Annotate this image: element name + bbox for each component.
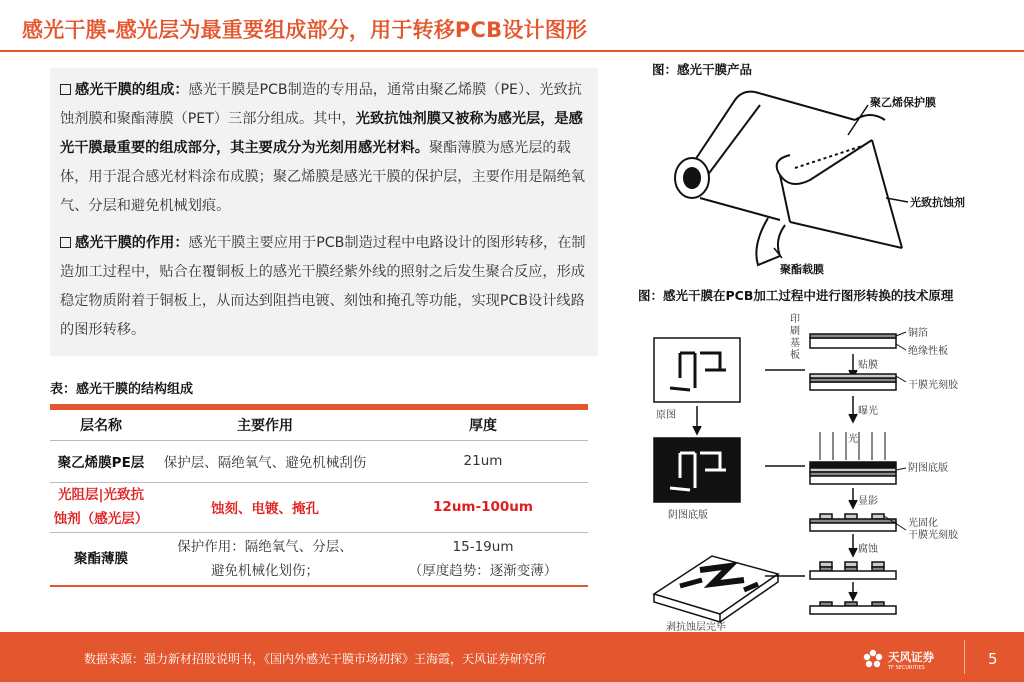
label-etch: 腐蚀	[858, 544, 878, 555]
structure-table	[50, 410, 588, 587]
paragraph-function	[60, 229, 588, 345]
cell-layer-name: 聚乙烯膜PE层	[50, 440, 152, 482]
pattern-transfer-diagram	[640, 308, 1020, 632]
header-layer: 层名称	[50, 410, 152, 440]
cell-role-line1: 保护作用：隔绝氧气、分层、	[177, 538, 353, 555]
label-copper: 铜箔	[908, 328, 928, 339]
table-row	[50, 440, 588, 482]
label-board-line1: 印	[790, 314, 800, 325]
brand-name: 天风证券	[888, 650, 934, 664]
label-insulation: 绝缘性板	[908, 346, 948, 357]
figure2-caption: 图：感光干膜在PCB加工过程中进行图形转换的技术原理	[638, 288, 954, 303]
cell-layer-name: 聚酯薄膜	[50, 532, 152, 586]
table-header-row	[50, 410, 588, 440]
composition-emphasis: 光致抗蚀剂膜又被称为感光层，是感光干膜最重要的组成部分，其主要成分为光刻用感光材料。	[60, 111, 583, 156]
table-row	[50, 532, 588, 586]
cell-layer-name-line1: 光阻层|光致抗	[58, 487, 144, 503]
flower-logo-icon	[862, 648, 884, 670]
label-resist: 光致抗蚀剂	[910, 196, 965, 209]
label-pe-film: 聚乙烯保护膜	[870, 96, 936, 109]
label-cured-2: 干膜光刻胶	[908, 530, 958, 541]
paragraph-composition	[60, 76, 588, 221]
data-source: 数据来源：强力新材招股说明书，《国内外感光干膜市场初探》王海霞，天风证券研究所	[84, 652, 547, 666]
label-strip-done: 剥抗蚀层完毕	[666, 622, 726, 632]
composition-text-1: 感光干膜是PCB制造的专用品，通常由聚乙烯膜（PE）、光致抗蚀剂膜和聚酯薄膜（PET）三部分组成。其中，	[60, 82, 582, 127]
cell-role-line2: 避免机械化划伤；	[211, 562, 319, 579]
figure1-caption: 图：感光干膜产品	[652, 62, 753, 77]
cell-layer-name-line2: 蚀剂（感光层）	[53, 511, 149, 527]
cell-thickness	[378, 532, 588, 586]
label-laminate: 贴膜	[858, 360, 878, 371]
page-title: 感光干膜-感光层为最重要组成部分，用于转移PCB设计图形	[22, 18, 588, 42]
cell-role: 蚀刻、电镀、掩孔	[152, 482, 378, 532]
brand-logo	[862, 646, 934, 671]
square-bullet-icon	[60, 237, 71, 248]
table-caption: 表：感光干膜的结构组成	[50, 382, 194, 397]
label-board-line3: 基	[790, 338, 800, 349]
page-number: 5	[988, 650, 998, 668]
composition-heading: 感光干膜的组成：	[75, 82, 189, 98]
cell-layer-name	[50, 482, 152, 532]
square-bullet-icon	[60, 84, 71, 95]
function-text: 感光干膜主要应用于PCB制造过程中电路设计的图形转移，在制造加工过程中，贴合在覆铜板上的感光干膜经紫外线的照射之后发生聚合反应，形成稳定物质附着于铜板上，从而达到阻挡电镀、刻蚀和掩孔等功能，实现PCB设计线路的图形转移。	[60, 235, 586, 338]
cell-thickness-line1: 15-19um	[452, 538, 514, 555]
dry-film-roll-diagram	[640, 80, 1020, 280]
label-neg-mask: 阴图底版	[908, 463, 948, 474]
brand-name-en: TF SECURITIES	[888, 665, 925, 671]
label-develop: 显影	[858, 496, 878, 507]
table-row	[50, 482, 588, 532]
cell-thickness: 12um-100um	[378, 482, 588, 532]
composition-text-2: 聚酯薄膜为感光层的载体，用于混合感光材料涂布成膜；聚乙烯膜是感光干膜的保护层，主要作用是隔绝氧气、分层和避免机械划痕。	[60, 140, 585, 214]
description-box	[50, 68, 598, 356]
label-pet-film: 聚酯载膜	[780, 263, 824, 276]
label-original: 原图	[656, 410, 676, 421]
label-negative: 阴图底版	[668, 510, 708, 521]
cell-thickness: 21um	[378, 440, 588, 482]
label-board-line2: 刷	[790, 326, 800, 337]
label-expose: 曝光	[858, 406, 878, 417]
header-role: 主要作用	[152, 410, 378, 440]
cell-role: 保护层、隔绝氧气、避免机械刮伤	[152, 440, 378, 482]
label-light: 光	[848, 434, 858, 445]
footer-separator	[964, 640, 965, 674]
label-dry-film: 干膜光刻胶	[908, 380, 958, 391]
label-cured-1: 光固化	[908, 518, 938, 529]
cell-thickness-line2: （厚度趋势：逐渐变薄）	[408, 562, 558, 579]
cell-role	[152, 532, 378, 586]
function-heading: 感光干膜的作用：	[75, 235, 189, 251]
header-thickness: 厚度	[378, 410, 588, 440]
label-board-line4: 板	[790, 350, 800, 361]
title-divider	[0, 50, 1024, 52]
